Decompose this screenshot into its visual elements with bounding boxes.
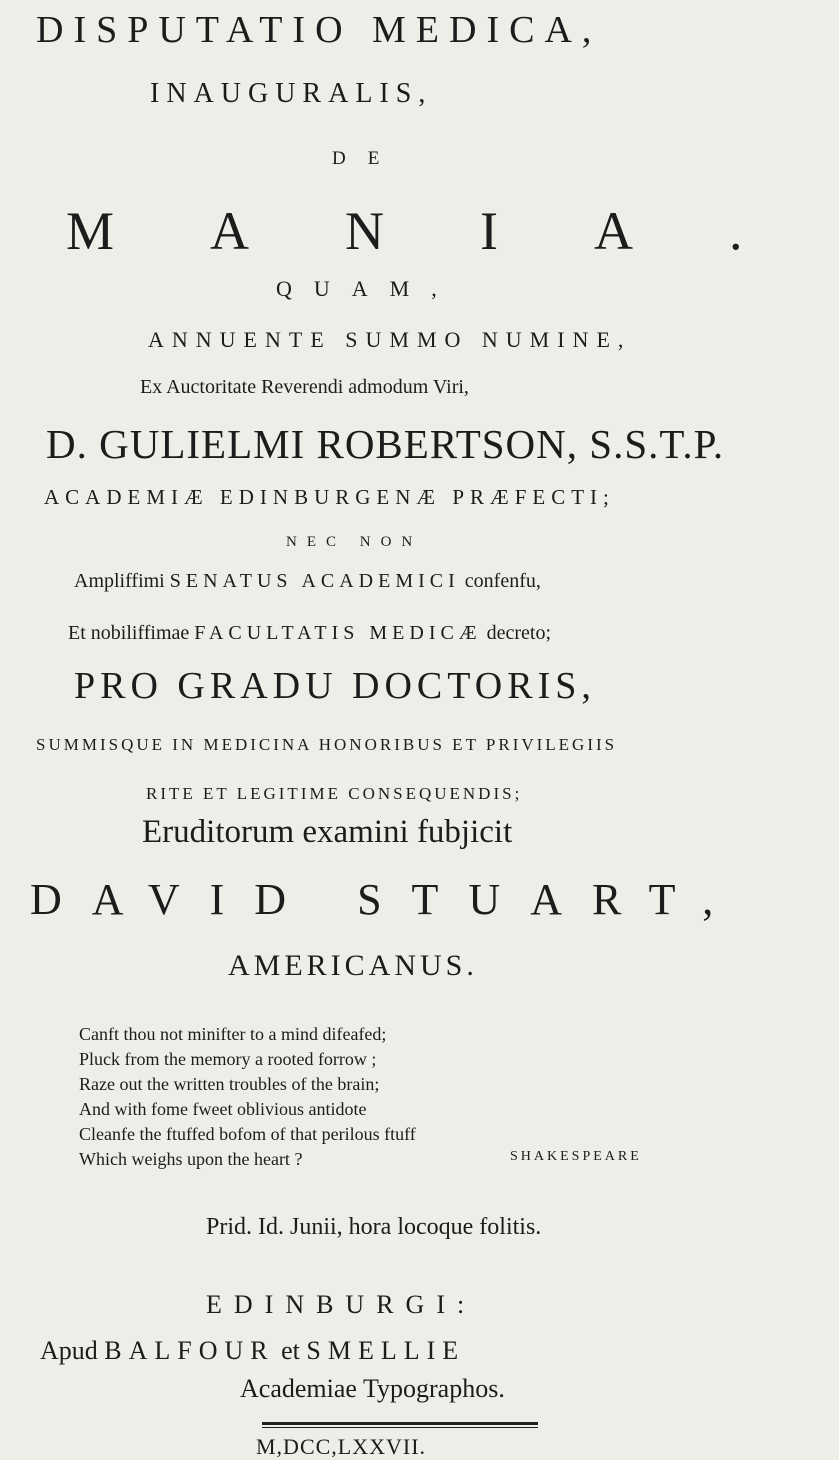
printer-smellie: SMELLIE	[306, 1336, 466, 1365]
quam-word: QUAM,	[276, 276, 459, 301]
epigraph-line: And with fome fweet oblivious antidote	[79, 1099, 367, 1119]
auctoritate-line: Ex Auctoritate Reverendi admodum Viri,	[140, 376, 469, 398]
printer-balfour: BALFOUR	[104, 1336, 275, 1365]
senatus-post: confenfu,	[459, 570, 541, 592]
epigraph-line: Raze out the written troubles of the brain;	[79, 1074, 380, 1094]
senatus-pre: Ampliffimi	[74, 570, 170, 592]
epigraph-source: SHAKESPEARE	[510, 1149, 642, 1164]
summis-line: SUMMISQUE IN MEDICINA HONORIBUS ET PRIVILEGIIS	[36, 735, 618, 754]
thesis-title: DISPUTATIO MEDICA,	[36, 9, 602, 51]
academia-line: ACADEMIÆ EDINBURGENÆ PRÆFECTI;	[44, 485, 615, 509]
facultas-line	[68, 622, 551, 645]
eruditorum-line: Eruditorum examini fubjicit	[142, 814, 513, 850]
principal-name: D. GULIELMI ROBERTSON, S.S.T.P.	[46, 421, 725, 467]
de-word: DE	[332, 148, 402, 169]
epigraph-line: Cleanfe the ftuffed bofom of that perilous ftuff	[79, 1124, 416, 1144]
printers-mid: et	[274, 1336, 307, 1365]
author-name: DAVID STUART,	[30, 875, 744, 924]
senatus-caps: SENATUS ACADEMICI	[169, 570, 460, 592]
epigraph-line: Canft thou not minifter to a mind difeafed;	[79, 1024, 387, 1044]
printers-pre: Apud	[40, 1336, 105, 1365]
divider-rule-thin	[262, 1427, 538, 1428]
publication-year: M,DCC,LXXVII.	[256, 1434, 427, 1459]
rite-line: RITE ET LEGITIME CONSEQUENDIS;	[146, 784, 523, 803]
facultas-pre: Et nobiliffimae	[68, 622, 195, 644]
place-line: EDINBURGI:	[206, 1290, 477, 1319]
date-line: Prid. Id. Junii, hora locoque folitis.	[206, 1214, 542, 1240]
annuente-line: ANNUENTE SUMMO NUMINE,	[148, 327, 632, 352]
epigraph	[79, 1022, 416, 1172]
thesis-subtitle: INAUGURALIS,	[150, 78, 433, 109]
pro-gradu-line: PRO GRADU DOCTORIS,	[74, 665, 596, 707]
epigraph-line: Pluck from the memory a rooted forrow ;	[79, 1049, 377, 1069]
printers-line	[40, 1336, 465, 1366]
thesis-subject: MANIA.	[66, 201, 839, 261]
senatus-line	[74, 570, 541, 593]
printers-role: Academiae Typographos.	[240, 1374, 505, 1403]
epigraph-line: Which weighs upon the heart ?	[79, 1149, 303, 1169]
facultas-post: decreto;	[481, 622, 552, 644]
nec-non-line: NEC NON	[286, 534, 423, 550]
facultas-caps: FACULTATIS MEDICÆ	[194, 622, 482, 644]
divider-rule	[262, 1422, 538, 1425]
author-nationality: AMERICANUS.	[228, 949, 478, 982]
